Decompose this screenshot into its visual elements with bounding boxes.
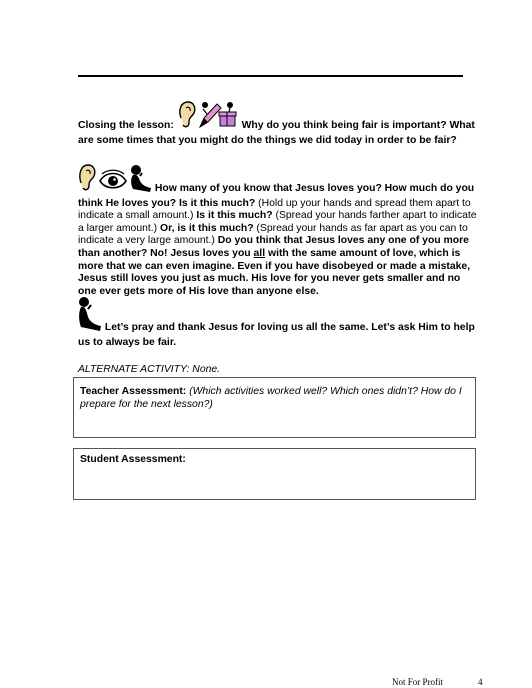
pray-paragraph — [78, 296, 478, 349]
gift-icon — [219, 102, 236, 126]
header-rule — [78, 75, 463, 77]
pencil-icon — [200, 102, 221, 127]
teacher-assessment-prompt: (Which activities worked well? Which ones didn’t? How do I prepare for the next lesson?) — [80, 386, 462, 410]
teacher-assessment-text — [80, 386, 475, 411]
pray-text: Let’s pray and thank Jesus for loving us all the same. Let’s ask Him to help us to always be fair. — [78, 322, 475, 348]
closing-paragraph — [78, 100, 478, 147]
all-underlined: all — [253, 247, 266, 259]
praying-child-icon — [131, 165, 151, 192]
teacher-assessment-box[interactable] — [73, 377, 476, 438]
footer-text: Not For Profit — [392, 677, 444, 687]
student-assessment-label: Student Assessment: — [80, 454, 186, 465]
alternate-activity: ALTERNATE ACTIVITY: None. — [78, 364, 221, 375]
student-assessment-text — [80, 454, 475, 467]
closing-label: Closing the lesson: — [78, 120, 174, 131]
ear-icon — [180, 102, 195, 127]
listen-look-pray-icons — [78, 163, 152, 198]
gesture-largest: (Spread your hands as far apart as you can to indicate a very large amount.) — [78, 222, 468, 247]
closing-question: Why do you think being fair is important? What are some times that you might do the things we did today in order to be fair? — [78, 120, 475, 146]
eye-icon — [100, 170, 126, 188]
gesture-larger: (Spread your hands farther apart to indicate a larger amount.) — [78, 210, 477, 234]
praying-child-icon — [79, 297, 101, 331]
student-assessment-box[interactable] — [73, 448, 476, 500]
gesture-small: (Hold up your hands and spread them apart to indicate a small amount.) — [78, 197, 471, 222]
love-question-3: Or, is it this much? — [160, 222, 254, 234]
love-statement-a: Do you think that Jesus loves any one of you more than another? No! Jesus loves you — [78, 235, 469, 259]
love-statement-b: with the same amount of love, which is more that we can even imagine. Even if you have disobeyed or made a mistake, Jesus still loves you just as much. His love for you never gets smaller and no one ever gets more of His love than anyone else. — [78, 247, 471, 297]
page-number: 4 — [478, 677, 483, 687]
teacher-assessment-label: Teacher Assessment: — [80, 386, 187, 397]
ear-icon — [80, 165, 95, 190]
closing-icons — [177, 100, 239, 135]
jesus-loves-paragraph — [78, 163, 478, 298]
love-question-2: Is it this much? — [196, 210, 273, 222]
pray-icons — [78, 296, 102, 337]
love-question-1: How many of you know that Jesus loves you? How much do you think He loves you? Is it this much? — [78, 183, 475, 209]
